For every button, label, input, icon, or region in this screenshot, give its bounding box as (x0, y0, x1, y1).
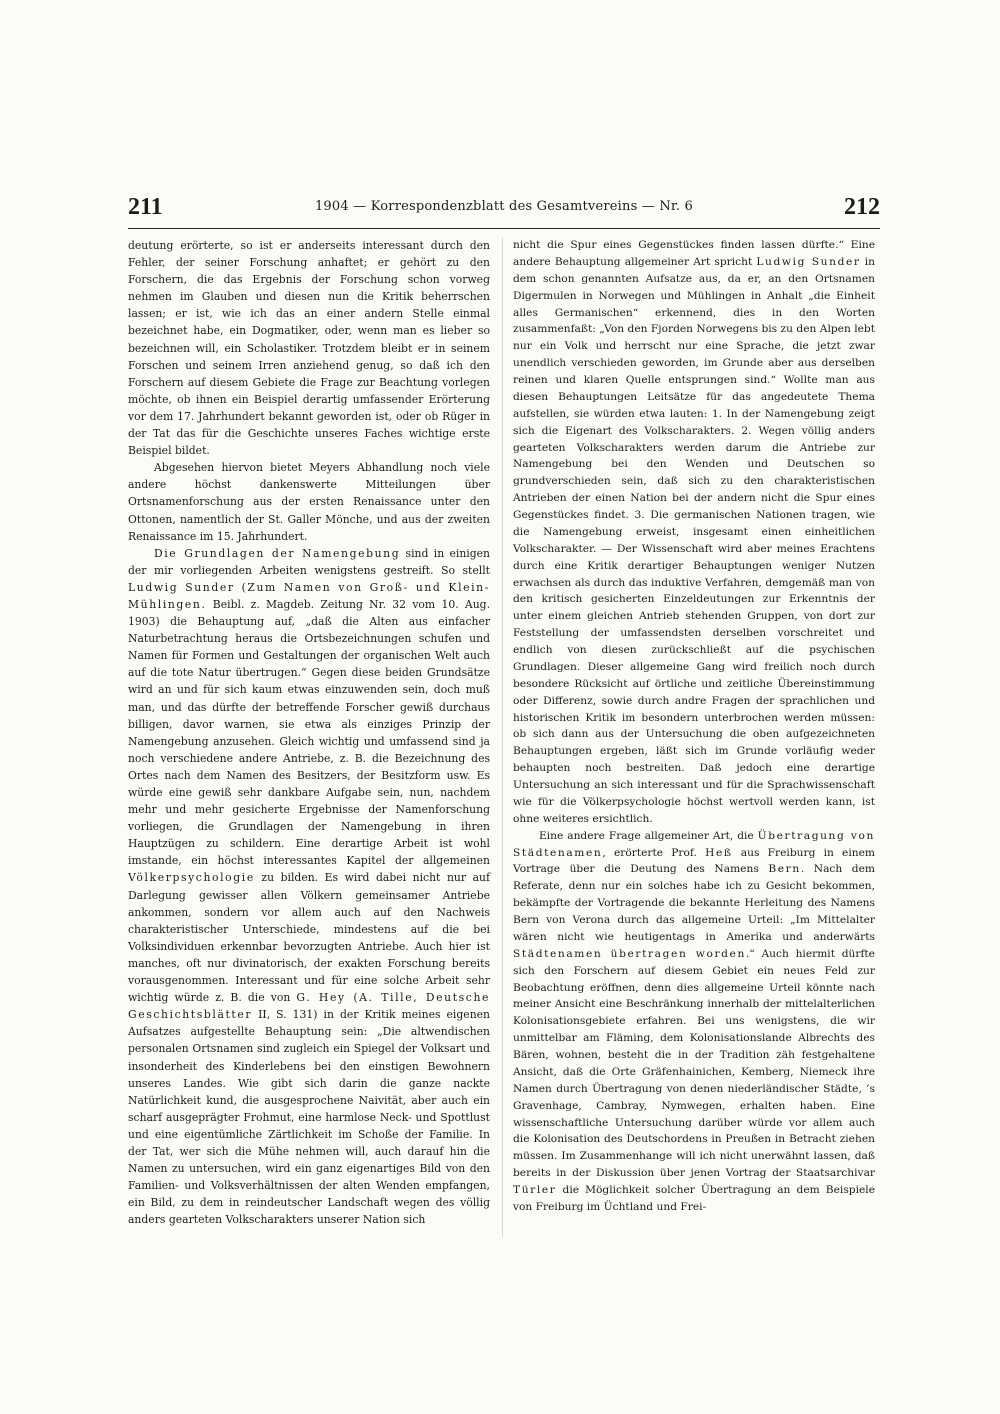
running-head: 1904 — Korrespondenzblatt des Gesamtvereins — Nr. 6 (314, 199, 694, 214)
emphasis: G. Hey (A. Tille, Deutsche Geschichtsblätter (128, 991, 490, 1022)
text-run: in dem schon genannten Aufsatze aus, da er, an den Ortsnamen Digermulen in Norwegen und Mühlingen in Anhalt „die Einheit alles Germanischen“ erkennend, dies in den Worten zusammenfaßt: „Von den Fjorden Norwegens bis zu den Alpen lebt nur ein Volk und herrscht nur eine Sprache, die jetzt zwar unendlich verschieden geworden, im Grunde aber aus derselben reinen und klaren Quelle entsprungen sind.“ Wollte man aus diesen Behauptungen Leitsätze für das angedeutete Thema aufstellen, sie würden etwa lauten: 1. In der Namengebung zeigt sich die Eigenart des Volkscharakters. 2. Wegen völlig anders gearteten Volkscharakters werden darum die Antriebe zur Namengebung bei den Wenden und Deutschen so grundverschieden sein, daß sich zu den charakteristischen Antrieben der einen Nation bei der andern nicht die Spur eines Gegenstückes findet. 3. Die germanischen Nationen tragen, wie die Namengebung erweist, insgesamt einen einheitlichen Volkscharakter. — Der Wissenschaft wird aber meines Erachtens durch eine Kritik derartiger Behauptungen weniger Nutzen erwachsen als durch das induktive Verfahren, demgemäß man von den kritisch gesicherten Einzeldeutungen zur Erkenntnis der unter einem gleichen Antrieb stehenden Gruppen, von dort zur Feststellung der umfassendsten derselben vorschreitet und endlich von diesen zurückschließt auf die psychischen Grundlagen. Dieser allgemeine Gang wird freilich noch durch besondere Rücksicht auf örtliche und zeitliche Übereinstimmung oder Differenz, sowie durch andre Fragen der sprachlichen und historischen Kritik im besondern unterbrochen werden müssen: ob sich dann aus der Untersuchung die oben aufgezeichneten Behauptungen ergeben, läßt sich im Grunde vorläufig weder behaupten noch bestreiten. Daß jedoch eine derartige Untersuchung an sich interessant und für die Sprachwissenschaft wie für die Völkerpsychologie höchst wertvoll werden kann, ist ohne weiteres ersichtlich. (513, 254, 875, 825)
paragraph: deutung erörterte, so ist er anderseits interessant durch den Fehler, der seiner Forschung anhaftet; er gehört zu den Forschern, die das Ergebnis der Forschung schon vorweg nehmen im Glauben und diesen nun die Kritik beherrschen lassen; er ist, wie ich das an einer andern Stelle einmal bezeichnet habe, ein Dogmatiker, oder, wenn man es lieber so bezeichnen will, ein Scholastiker. Trotzdem bleibt er in seinem Forschen und seinem Irren anziehend genug, so daß ich den Forschern auf diesem Gebiete die Frage zur Beachtung vorlegen möchte, ob ihnen ein Beispiel derartig umfassender Erörterung vor dem 17. Jahrhundert bekannt geworden ist, oder ob Rüger in der Tat das für die Geschichte unseres Faches wichtige erste Beispiel bildet. (128, 239, 490, 458)
emphasis: Heß (705, 845, 733, 859)
text-run: aus Freiburg in einem Vortrage über die Deutung des Namens (513, 845, 875, 876)
right-column (513, 237, 875, 1216)
emphasis: Bern (768, 862, 801, 876)
page-header (128, 194, 880, 220)
emphasis: Völkerpsychologie (128, 871, 255, 885)
column-divider (502, 237, 503, 1237)
text-run: , erörterte Prof. (602, 845, 706, 859)
emphasis: Die Grundlagen der Namengebung (154, 546, 401, 560)
text-run: II, S. 131) in der Kritik meines eigenen Aufsatzes aufgestellte Behauptung sein: „Die altwendischen personalen Ortsnamen sind zugleich ein Spiegel der Volksart und insonderheit des Kinderlebens bei den einstigen Bewohnern unseres Landes. Wie gibt sich darin die ganze nackte Natürlichkeit kund, die ausgesprochene Naivität, aber auch ein scharf ausgeprägter Frohmut, eine harmlose Neck- und Spottlust und eine eigentümliche Zärtlichkeit im Schoße der Familie. In der Tat, wer sich die Mühe nehmen will, auch darauf hin die Namen zu untersuchen, wird ein ganz eigenartiges Bild von den Familien- und Volksverhältnissen der alten Wenden empfangen, ein Bild, zu dem in reindeutscher Landschaft wegen des völlig anders gearteten Volkscharakters unserer Nation sich (128, 1008, 490, 1227)
emphasis: Ludwig Sunder (Zum Namen von Groß- und Klein-Mühlingen. (128, 580, 490, 611)
text-run: Eine andere Frage allgemeiner Art, die (539, 828, 758, 842)
text-run: . Nach dem Referate, denn nur ein solches habe ich zu Gesicht bekommen, bekämpfte der Vortragende die bekannte Herleitung des Namens Bern von Verona durch das allgemeine Urteil: „Im Mittelalter wären nicht wie heutigentags in Amerika und anderwärts (513, 862, 875, 943)
emphasis: Ludwig Sunder (756, 254, 861, 268)
text-run: nicht die Spur eines Gegenstückes finden lassen dürfte.“ Eine andere Behauptung allgemeiner Art spricht (513, 238, 875, 268)
text-run: zu bilden. Es wird dabei nicht nur auf Darlegung gewisser allen Völkern gemeinsamer Antriebe ankommen, sondern vor allem auch auf den Nachweis charakteristischer Unterschiede, mindestens auf die bei Volksindividuen erkennbar bevorzugten Antriebe. Auch hier ist manches, oft nur divinatorisch, der exakten Forschung bereits vorausgenommen. Interessant und für eine solche Arbeit sehr wichtig würde z. B. die von (128, 871, 490, 1005)
text-run: die Möglichkeit solcher Übertragung an dem Beispiele von Freiburg im Üchtland und Frei- (513, 1183, 875, 1213)
emphasis: Städtenamen übertragen worden (513, 946, 746, 960)
page-number-right: 212 (844, 194, 880, 220)
page-number-left: 211 (128, 194, 163, 220)
paragraph (513, 237, 875, 828)
paragraph (513, 828, 875, 1216)
emphasis: Übertragung von Städtenamen (513, 828, 876, 859)
header-rule (128, 228, 880, 229)
text-run: sind in einigen der mir vorliegenden Arbeiten wenigstens gestreift. So stellt (128, 546, 490, 577)
left-column (128, 237, 490, 1228)
text-run: .“ Auch hiermit dürfte sich den Forschern auf diesem Gebiet ein neues Feld zur Beobachtung eröffnen, denn dies allgemeine Urteil könnte nach meiner Ansicht eine Beschränkung innerhalb der mittelalterlichen Kolonisationsgebiete erfahren. Bei uns wenigstens, die wir unmittelbar am Fläming, dem Kolonisationslande Albrechts des Bären, wohnen, besteht die in der Tradition zäh festgehaltene Ansicht, daß die Orte Gräfenhainichen, Kemberg, Niemeck ihre Namen durch Übertragung von denen niederländischer Städte, ’s Gravenhage, Cambray, Nymwegen, erhalten haben. Eine wissenschaftliche Untersuchung darüber würde vor allem auch die Kolonisation des Deutschordens in Preußen in Betracht ziehen müssen. Im Zusammenhange will ich nicht unerwähnt lassen, daß bereits in der Diskussion über jenen Vortrag der Staatsarchivar (513, 946, 875, 1180)
paragraph (128, 545, 490, 1229)
paragraph: Abgesehen hiervon bietet Meyers Abhandlung noch viele andere höchst dankenswerte Mitteilungen über Ortsnamenforschung aus der ersten Renaissance unter den Ottonen, namentlich der St. Galler Mönche, und aus der zweiten Renaissance im 15. Jahrhundert. (128, 461, 490, 543)
emphasis: Türler (513, 1183, 557, 1196)
text-run: Beibl. z. Magdeb. Zeitung Nr. 32 vom 10. Aug. 1903) die Behauptung auf, „daß die Alten aus einfacher Naturbetrachtung heraus die Ortsbezeichnungen schufen und Namen für Formen und Gestaltungen der organischen Welt auch auf die tote Natur übertrugen.“ Gegen diese beiden Grundsätze wird an und für sich kaum etwas einzuwenden sein, doch muß man, und das dürfte der betreffende Forscher gewiß durchaus billigen, davor warnen, sie etwa als einziges Prinzip der Namengebung anzusehen. Gleich wichtig und umfassend sind ja noch verschiedene andere Antriebe, z. B. die Bezeichnung des Ortes nach dem Namen des Besitzers, der Besitzform usw. Es würde eine gewiß sehr dankbare Aufgabe sein, nun, nachdem mehr und mehr gesicherte Ergebnisse der Namenforschung vorliegen, die Grundlagen der Namengebung in ihren Hauptzügen zu schildern. Eine derartige Arbeit ist wohl imstande, ein höchst interessantes Kapitel der allgemeinen (128, 597, 490, 868)
